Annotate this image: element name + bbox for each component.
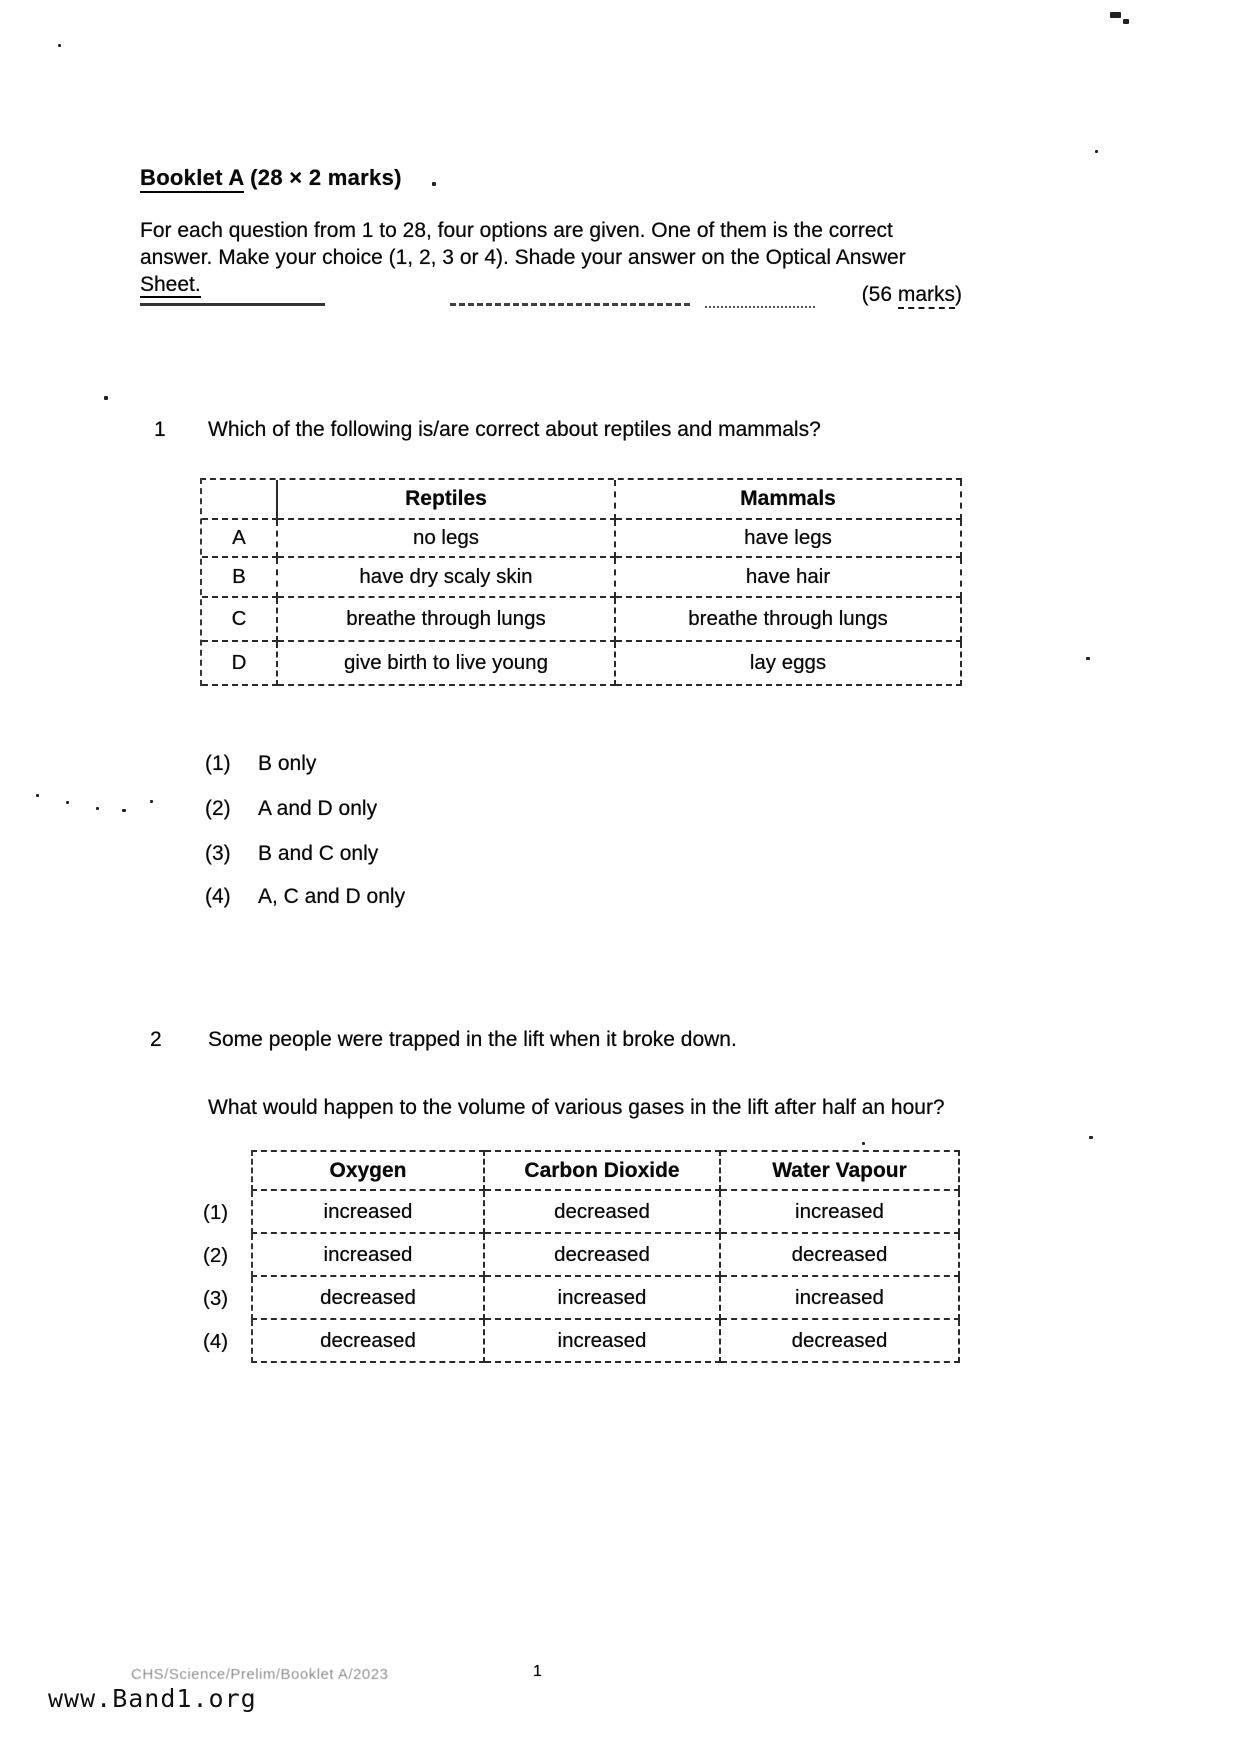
q1-row-a-mammals: have legs [616, 520, 962, 558]
q2-row-4-label: (4) [203, 1329, 229, 1353]
q2-row-2-oxygen: increased [251, 1234, 485, 1277]
q1-option-4 [205, 885, 705, 909]
q1-option-4-label: (4) [205, 885, 231, 908]
q1-option-1-text: B only [258, 752, 317, 775]
instructions-line-2: answer. Make your choice (1, 2, 3 or 4). Shade your answer on the Optical Answer [140, 246, 906, 269]
q1-row-c-reptiles: breathe through lungs [278, 598, 616, 642]
q1-option-4-text: A, C and D only [258, 885, 406, 908]
q1-option-2-text: A and D only [258, 797, 378, 820]
scan-artifact-line [705, 306, 815, 308]
q1-row-c-mammals: breathe through lungs [616, 598, 962, 642]
q2-row-3-carbon-dioxide: increased [485, 1277, 721, 1320]
q1-table-corner-cell [202, 480, 278, 520]
q2-row-2-label: (2) [203, 1243, 229, 1267]
q1-row-a-label: A [202, 520, 278, 558]
scan-speck [58, 44, 61, 47]
q2-text-2: What would happen to the volume of various gases in the lift after half an hour? [208, 1096, 945, 1119]
document-reference: CHS/Science/Prelim/Booklet A/2023 [131, 1666, 389, 1683]
q2-row-3-oxygen: decreased [251, 1277, 485, 1320]
booklet-heading [140, 165, 402, 191]
q2-text: Some people were trapped in the lift when it broke down. [208, 1028, 737, 1051]
q1-option-3-label: (3) [205, 842, 231, 865]
q1-row-b-reptiles: have dry scaly skin [278, 558, 616, 598]
q2-number: 2 [150, 1028, 162, 1051]
q1-table-header-mammals: Mammals [616, 480, 962, 520]
booklet-marks: (28 × 2 marks) [250, 165, 402, 190]
q1-row-b-mammals: have hair [616, 558, 962, 598]
q2-row-2-carbon-dioxide: decreased [485, 1234, 721, 1277]
q1-option-2 [205, 797, 705, 821]
scan-speck [122, 809, 126, 812]
q2-table-header-carbon-dioxide: Carbon Dioxide [485, 1150, 721, 1191]
scan-speck [1110, 12, 1121, 18]
scan-speck [1095, 150, 1098, 153]
watermark-url: www.Band1.org [48, 1684, 257, 1713]
q2-row-4-oxygen: decreased [251, 1320, 485, 1363]
q2-table-header-oxygen: Oxygen [251, 1150, 485, 1191]
booklet-title: Booklet A [140, 165, 244, 193]
q1-row-c-label: C [202, 598, 278, 642]
sheet-word: Sheet. [140, 273, 201, 296]
q1-row-b-label: B [202, 558, 278, 598]
q1-row-d-label: D [202, 642, 278, 686]
q1-option-1 [205, 752, 705, 776]
scan-speck [96, 807, 99, 810]
q1-row-d-mammals: lay eggs [616, 642, 962, 686]
marks-note-word: marks [898, 283, 955, 309]
q1-option-3 [205, 842, 705, 866]
q1-row-a-reptiles: no legs [278, 520, 616, 558]
scan-artifact-line [450, 303, 690, 306]
q1-option-1-label: (1) [205, 752, 231, 775]
scan-speck [66, 801, 69, 804]
marks-note-close: ) [955, 283, 962, 306]
q1-option-3-text: B and C only [258, 842, 379, 865]
q2-row-4-carbon-dioxide: increased [485, 1320, 721, 1363]
instructions-line-1: For each question from 1 to 28, four options are given. One of them is the correct [140, 219, 893, 242]
q1-table [200, 478, 962, 686]
q2-row-2-water-vapour: decreased [721, 1234, 960, 1277]
q1-table-header-reptiles: Reptiles [278, 480, 616, 520]
q2-row-1-water-vapour: increased [721, 1191, 960, 1234]
scan-speck [1086, 657, 1090, 660]
q2-row-4-water-vapour: decreased [721, 1320, 960, 1363]
q2-row-3-label: (3) [203, 1286, 229, 1310]
scan-artifact-line [140, 303, 325, 306]
scan-speck [1089, 1136, 1093, 1139]
q2-table-corner-cell [195, 1150, 251, 1191]
scan-speck [1123, 19, 1129, 24]
q2-row-1-oxygen: increased [251, 1191, 485, 1234]
q1-text: Which of the following is/are correct about reptiles and mammals? [208, 418, 821, 441]
scan-speck [150, 800, 153, 803]
scan-speck [862, 1142, 865, 1145]
q1-number: 1 [154, 418, 166, 441]
marks-note [820, 283, 962, 307]
scan-speck [36, 794, 39, 797]
q2-row-1-label: (1) [203, 1200, 229, 1224]
scan-speck [104, 396, 108, 400]
scan-speck [432, 182, 436, 186]
page-number: 1 [533, 1663, 542, 1680]
marks-note-open: (56 [861, 283, 898, 306]
q1-row-d-reptiles: give birth to live young [278, 642, 616, 686]
q2-row-3-water-vapour: increased [721, 1277, 960, 1320]
q2-table-header-water-vapour: Water Vapour [721, 1150, 960, 1191]
q2-table [195, 1150, 960, 1363]
q2-row-1-carbon-dioxide: decreased [485, 1191, 721, 1234]
q1-option-2-label: (2) [205, 797, 231, 820]
